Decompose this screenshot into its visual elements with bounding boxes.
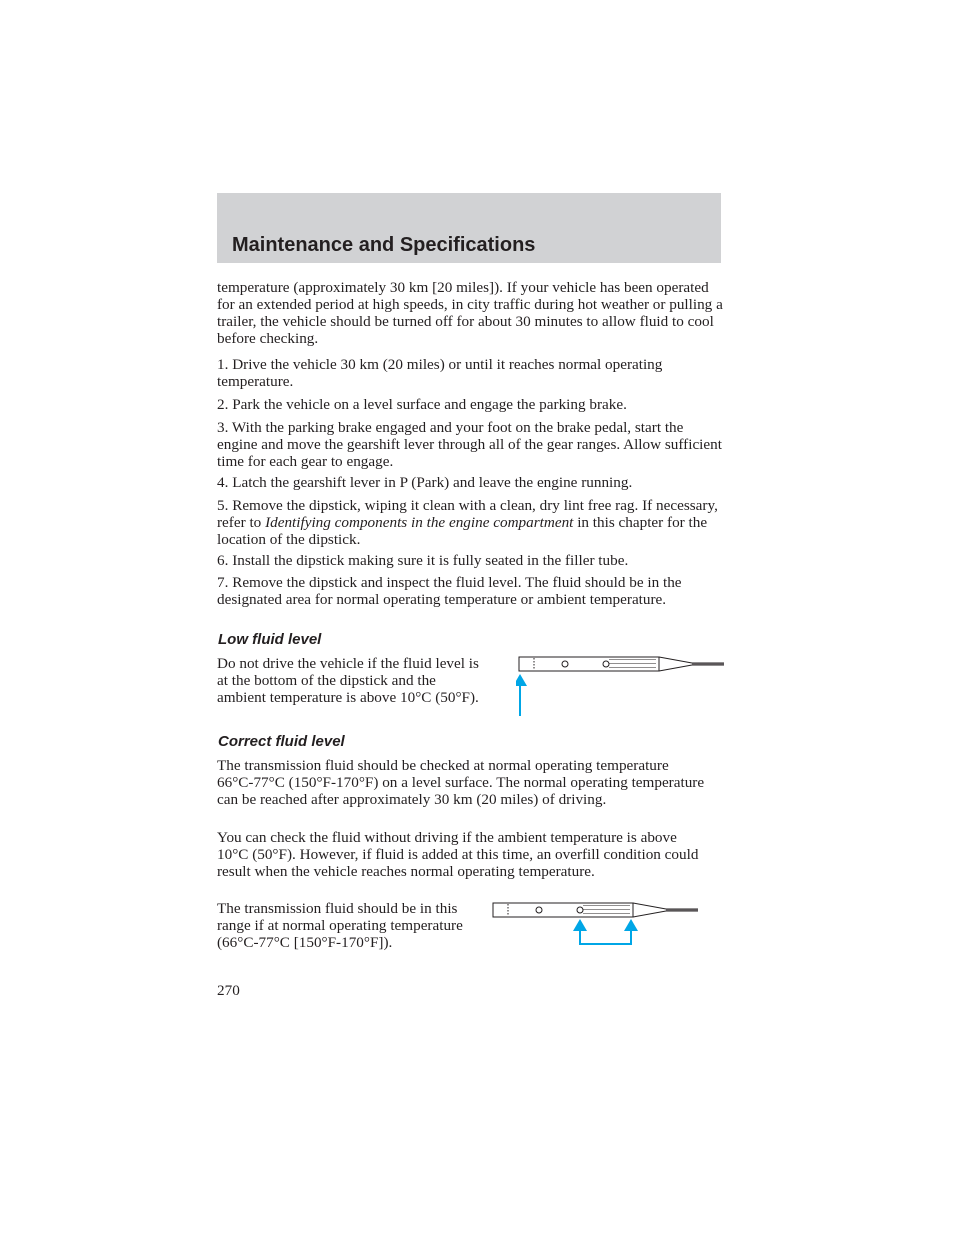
low-level-arrow-icon xyxy=(516,674,527,716)
dipstick-hatch-band xyxy=(583,905,630,914)
low-fluid-text: Do not drive the vehicle if the fluid level is at the bottom of the dipstick and the ambient temperature is above 10°C (50°F). xyxy=(217,655,479,706)
low-fluid-dipstick-diagram xyxy=(516,652,728,720)
correct-fluid-paragraph-3: The transmission fluid should be in this range if at normal operating temperature (66°C-77°C [150°F-170°F]). xyxy=(217,900,463,951)
correct-fluid-heading: Correct fluid level xyxy=(218,733,345,750)
dipstick-hatch-band xyxy=(609,659,656,668)
step-5-reference: Identifying components in the engine compartment xyxy=(265,514,574,531)
intro-paragraph: temperature (approximately 30 km [20 miles]). If your vehicle has been operated for an extended period at high speeds, in city traffic during hot weather or pulling a trailer, the vehicle should be turned off for about 30 minutes to allow fluid to cool before checking. xyxy=(217,279,723,347)
section-header-band xyxy=(217,193,721,263)
correct-fluid-paragraph-2: You can check the fluid without driving if the ambient temperature is above 10°C (50°F). However, if fluid is added at this time, an overfill condition could result when the vehicle reaches normal operating temperature. xyxy=(217,829,699,880)
step-5-text-a: 5. Remove the dipstick, wiping it clean with a clean, dry lint free rag. If necessary, refer to xyxy=(217,497,718,531)
correct-fluid-dipstick-diagram xyxy=(490,899,702,949)
step-5 xyxy=(217,497,727,548)
step-1: 1. Drive the vehicle 30 km (20 miles) or until it reaches normal operating temperature. xyxy=(217,356,663,390)
correct-fluid-paragraph-1: The transmission fluid should be checked at normal operating temperature 66°C-77°C (150°F-170°F) on a level surface. The normal operating temperature can be reached after approximately 30 km (20 miles) of driving. xyxy=(217,757,705,808)
low-fluid-heading: Low fluid level xyxy=(218,631,322,648)
step-5-text-b: in this chapter for the location of the dipstick. xyxy=(217,514,708,548)
step-4: 4. Latch the gearshift lever in P (Park) and leave the engine running. xyxy=(217,474,633,491)
page-number: 270 xyxy=(217,982,240,999)
range-bracket-arrows-icon xyxy=(573,919,638,944)
step-6: 6. Install the dipstick making sure it is fully seated in the filler tube. xyxy=(217,552,629,569)
step-7: 7. Remove the dipstick and inspect the fluid level. The fluid should be in the designated area for normal operating temperature or ambient temperature. xyxy=(217,574,682,608)
step-2: 2. Park the vehicle on a level surface and engage the parking brake. xyxy=(217,396,627,413)
step-3: 3. With the parking brake engaged and your foot on the brake pedal, start the engine and move the gearshift lever through all of the gear ranges. Allow sufficient time for each gear to engage. xyxy=(217,419,722,470)
section-title: Maintenance and Specifications xyxy=(232,234,536,256)
